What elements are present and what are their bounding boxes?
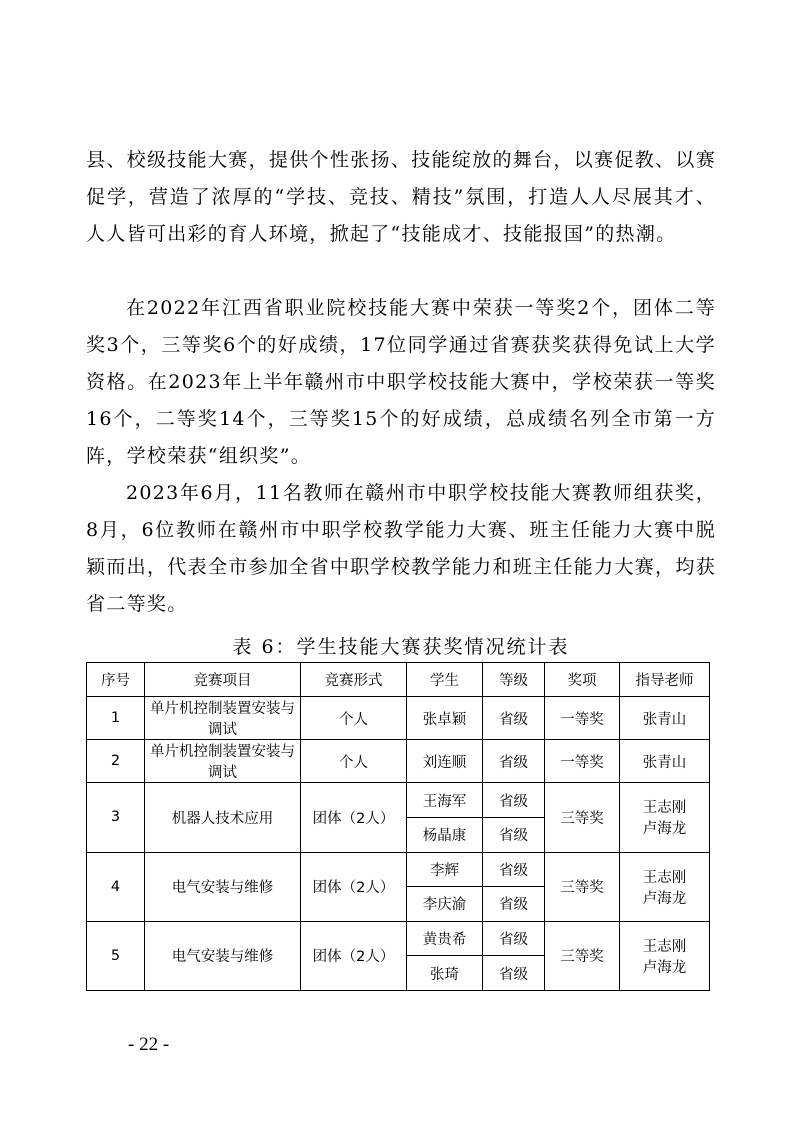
table-header-row <box>87 663 710 697</box>
header-form: 竞赛形式 <box>301 663 407 697</box>
cell-student: 黄贵希 <box>407 921 483 956</box>
cell-no: 3 <box>87 783 145 852</box>
cell-student: 张琦 <box>407 956 483 991</box>
paragraph-3: 2023年6月，11名教师在赣州市中职学校技能大赛教师组获奖，8月，6位教师在赣州市中职学校教学能力大赛、班主任能力大赛中脱颖而出，代表全市参加全省中职学校教学能力和班主任能力大赛，均获省二等奖。 <box>86 482 716 615</box>
cell-award: 一等奖 <box>545 697 620 740</box>
cell-form: 团体（2人） <box>301 921 407 990</box>
cell-no: 4 <box>87 852 145 921</box>
cell-project: 单片机控制装置安装与调试 <box>145 697 301 740</box>
cell-level: 省级 <box>483 697 545 740</box>
table-row <box>87 921 710 956</box>
paragraph-1: 县、校级技能大赛，提供个性张扬、技能绽放的舞台，以赛促教、以赛促学，营造了浓厚的“学技、竞技、精技”氛围，打造人人尽展其才、人人皆可出彩的育人环境，掀起了“技能成才、技能报国”的热潮。 <box>86 149 716 245</box>
cell-level: 省级 <box>483 921 545 956</box>
cell-award: 三等奖 <box>545 852 620 921</box>
cell-award: 三等奖 <box>545 921 620 990</box>
cell-project: 机器人技术应用 <box>145 783 301 852</box>
cell-teachers: 王志刚 卢海龙 <box>620 852 710 921</box>
table-row <box>87 852 710 887</box>
cell-student: 刘连顺 <box>407 740 483 783</box>
cell-form: 个人 <box>301 740 407 783</box>
cell-level: 省级 <box>483 852 545 887</box>
table-row <box>87 697 710 740</box>
cell-student: 张卓颖 <box>407 697 483 740</box>
header-level: 等级 <box>483 663 545 697</box>
header-project: 竞赛项目 <box>145 663 301 697</box>
cell-no: 1 <box>87 697 145 740</box>
cell-level: 省级 <box>483 817 545 852</box>
awards-table <box>86 662 710 991</box>
header-student: 学生 <box>407 663 483 697</box>
table-row <box>87 783 710 818</box>
cell-teachers: 张青山 <box>620 740 710 783</box>
cell-no: 2 <box>87 740 145 783</box>
cell-form: 团体（2人） <box>301 783 407 852</box>
cell-form: 团体（2人） <box>301 852 407 921</box>
header-award: 奖项 <box>545 663 620 697</box>
cell-level: 省级 <box>483 740 545 783</box>
cell-no: 5 <box>87 921 145 990</box>
cell-award: 一等奖 <box>545 740 620 783</box>
cell-student: 李庆渝 <box>407 887 483 922</box>
table-row <box>87 740 710 783</box>
cell-student: 王海军 <box>407 783 483 818</box>
cell-project: 电气安装与维修 <box>145 921 301 990</box>
cell-level: 省级 <box>483 956 545 991</box>
cell-project: 单片机控制装置安装与调试 <box>145 740 301 783</box>
cell-teachers: 王志刚 卢海龙 <box>620 921 710 990</box>
header-teacher: 指导老师 <box>620 663 710 697</box>
cell-project: 电气安装与维修 <box>145 852 301 921</box>
cell-teachers: 张青山 <box>620 697 710 740</box>
cell-award: 三等奖 <box>545 783 620 852</box>
table-caption: 表 6：学生技能大赛获奖情况统计表 <box>232 636 570 658</box>
page-number: - 22 - <box>128 1034 170 1055</box>
cell-level: 省级 <box>483 783 545 818</box>
table-body <box>87 697 710 991</box>
cell-teachers: 王志刚 卢海龙 <box>620 783 710 852</box>
cell-student: 李辉 <box>407 852 483 887</box>
cell-level: 省级 <box>483 887 545 922</box>
cell-form: 个人 <box>301 697 407 740</box>
header-no: 序号 <box>87 663 145 697</box>
cell-student: 杨晶康 <box>407 817 483 852</box>
paragraph-2: 在2022年江西省职业院校技能大赛中荣获一等奖2个，团体二等奖3个，三等奖6个的好成绩，17位同学通过省赛获奖获得免试上大学资格。在2023年上半年赣州市中职学校技能大赛中，学校荣获一等奖16个，二等奖14个，三等奖15个的好成绩，总成绩名列全市第一方阵，学校荣获“组织奖”。 <box>86 297 716 467</box>
